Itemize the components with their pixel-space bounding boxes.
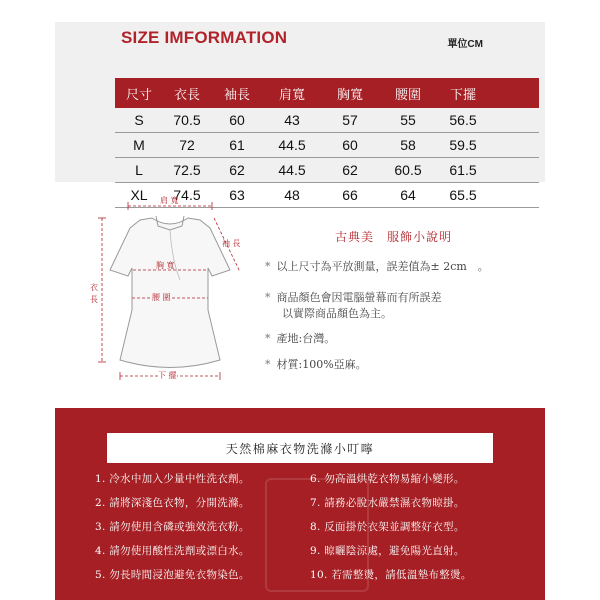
table-cell: 63 — [229, 187, 245, 203]
washing-panel — [55, 408, 545, 600]
list-item: 7. 請務必脫水嚴禁濕衣物晾掛。 — [310, 497, 465, 509]
table-cell: 66 — [342, 187, 358, 203]
diagram-label-chest: 胸 寬 — [156, 261, 175, 270]
header-waist: 腰圍 — [394, 87, 421, 103]
table-cell: 48 — [284, 187, 300, 203]
diagram-label-hem: 下 擺 — [158, 371, 177, 380]
size-unit-label: 單位CM — [447, 39, 483, 50]
table-cell: 64 — [400, 187, 416, 203]
table-cell: 59.5 — [449, 137, 477, 153]
garment-measurement-diagram — [80, 190, 260, 395]
list-item: 9. 晾曬陰涼處，避免陽光直射。 — [310, 545, 465, 557]
table-cell: 43 — [284, 112, 300, 128]
note-item: * 材質:100%亞麻。 — [265, 358, 367, 371]
table-cell: 62 — [342, 162, 358, 178]
list-item: 4. 請勿使用酸性洗劑或漂白水。 — [95, 545, 250, 557]
note-item: * 以上尺寸為平放測量，誤差值為± 2cm 。 — [265, 260, 489, 273]
table-cell: 70.5 — [173, 112, 201, 128]
diagram-label-sleeve: 袖 長 — [222, 239, 241, 248]
table-row — [115, 108, 539, 133]
diagram-label-waist: 腰 圍 — [152, 293, 171, 302]
header-length: 衣長 — [173, 87, 200, 103]
note-item: * 商品顏色會因電腦螢幕而有所誤差 — [265, 291, 442, 304]
size-info-panel — [55, 22, 545, 203]
table-cell: 44.5 — [278, 137, 306, 153]
table-cell: 61.5 — [449, 162, 477, 178]
size-info-title: SIZE IMFORMATION — [121, 28, 288, 47]
list-item: 3. 請勿使用含磷或強效洗衣粉。 — [95, 521, 250, 533]
list-item: 5. 勿長時間浸泡避免衣物染色。 — [95, 569, 250, 581]
note-item: * 產地:台灣。 — [265, 332, 336, 345]
table-cell: 56.5 — [449, 112, 477, 128]
list-item: 2. 請將深淺色衣物，分開洗滌。 — [95, 497, 250, 509]
diagram-label-length: 衣長 — [90, 283, 98, 304]
table-cell: 57 — [342, 112, 358, 128]
table-cell: 72 — [179, 137, 195, 153]
table-cell: 60.5 — [394, 162, 422, 178]
table-cell: 60 — [342, 137, 358, 153]
diagram-label-shoulder: 肩 寬 — [160, 196, 179, 205]
table-cell: L — [135, 162, 143, 178]
table-cell: 65.5 — [449, 187, 477, 203]
table-cell: 58 — [400, 137, 416, 153]
table-cell: 72.5 — [173, 162, 201, 178]
header-hem: 下擺 — [449, 87, 476, 103]
washing-title-bar — [107, 433, 493, 463]
list-item: 8. 反面掛於衣架並調整好衣型。 — [310, 521, 465, 533]
table-cell: 74.5 — [173, 187, 201, 203]
header-size: 尺寸 — [125, 87, 152, 103]
header-chest: 胸寬 — [336, 87, 363, 103]
table-cell: 61 — [229, 137, 245, 153]
table-row — [115, 133, 539, 158]
table-cell: 44.5 — [278, 162, 306, 178]
header-sleeve: 袖長 — [223, 87, 250, 103]
list-item: 6. 勿高溫烘乾衣物易縮小變形。 — [310, 473, 465, 485]
list-item: 1. 冷水中加入少量中性洗衣劑。 — [95, 473, 250, 485]
notes-title: 古典美 服飾小說明 — [335, 230, 453, 244]
header-shoulder: 肩寬 — [278, 87, 305, 103]
table-cell: XL — [130, 187, 148, 203]
table-cell: 60 — [229, 112, 245, 128]
list-item: 10. 若需整燙，請低溫墊布整燙。 — [310, 569, 472, 581]
washing-title: 天然棉麻衣物洗滌小叮嚀 — [225, 441, 375, 456]
table-cell: S — [134, 112, 144, 128]
table-cell: 55 — [400, 112, 416, 128]
table-row — [115, 158, 539, 183]
table-cell: M — [133, 137, 145, 153]
table-cell: 62 — [229, 162, 245, 178]
size-table-header — [115, 78, 539, 108]
note-item: 以實際商品顏色為主。 — [282, 307, 392, 320]
